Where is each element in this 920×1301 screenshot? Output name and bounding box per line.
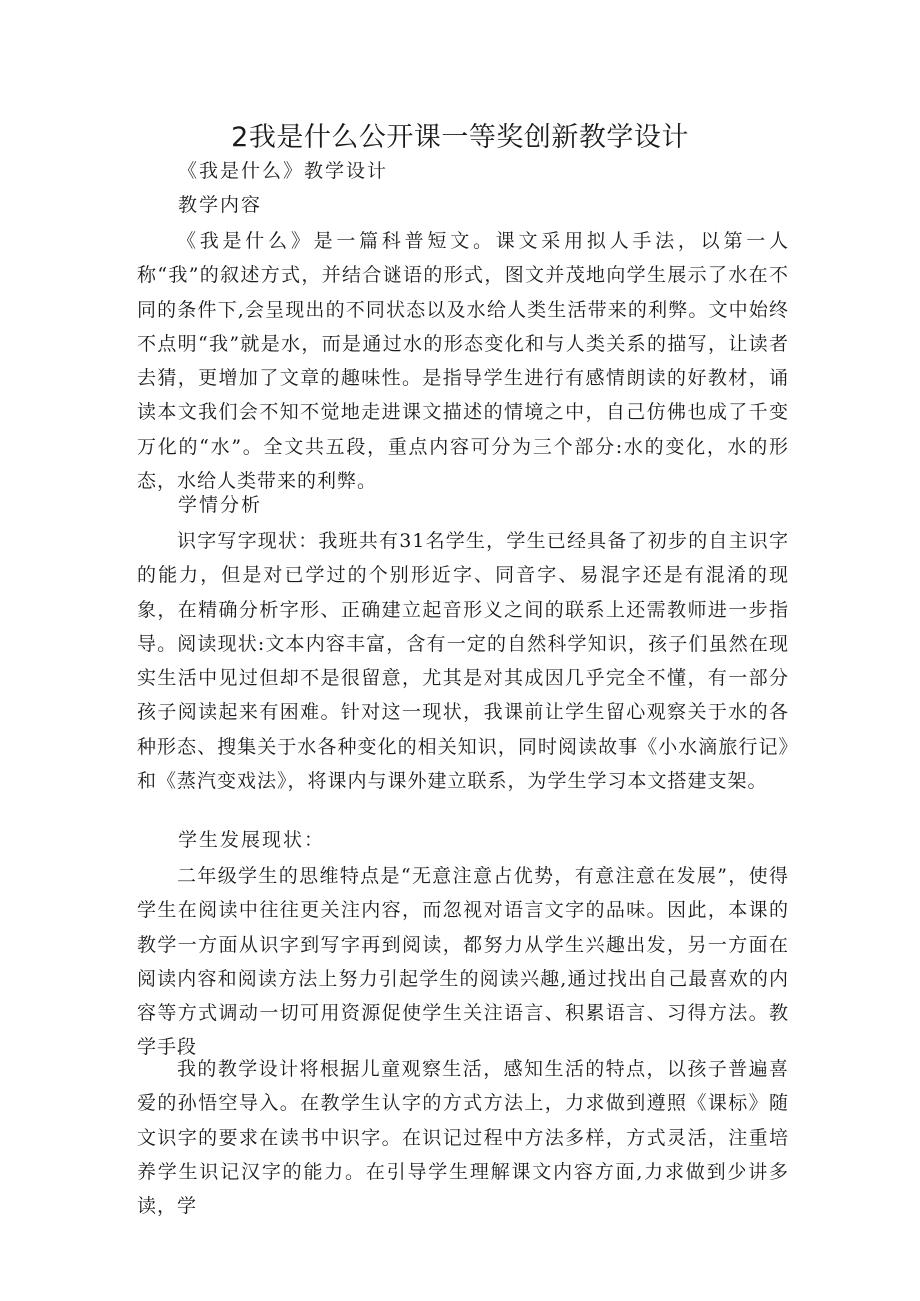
document-title: 2我是什么公开课一等奖创新教学设计 [231, 122, 689, 153]
section-heading-development: 学生发展现状： [178, 829, 326, 851]
paragraph-design: 我的教学设计将根据儿童观察生活，感知生活的特点，以孩子普遍喜爱的孙悟空导入。在教学生认字的方式方法上，力求做到遵照《课标》随文识字的要求在读书中识字。在识记过程中方法多样，方式灵活，注重培养学生识记汉字的能力。在引导学生理解课文内容方面,力求做到少讲多读，学 [137, 1058, 789, 1218]
document-subtitle: 《我是什么》教学设计 [178, 160, 389, 182]
paragraph-content: 《我是什么》是一篇科普短文。课文采用拟人手法，以第一人称“我”的叙述方式，并结合谜语的形式，图文并茂地向学生展示了水在不同的条件下,会呈现出的不同状态以及水给人类生活带来的利弊。文中始终不点明“我”就是水，而是通过水的形态变化和与人类关系的描写，让读者去猜，更增加了文章的趣味性。是指导学生进行有感情朗读的好教材，诵读本文我们会不知不觉地走进课文描述的情境之中，自己仿佛也成了千变万化的“水”。全文共五段，重点内容可分为三个部分:水的变化，水的形态，水给人类带来的利弊。 [137, 230, 789, 493]
paragraph-analysis: 识字写字现状：我班共有31名学生，学生已经具备了初步的自主识字的能力，但是对已学过的个别形近字、同音字、易混字还是有混淆的现象，在精确分析字形、正确建立起音形义之间的联系上还需教师进一步指导。阅读现状:文本内容丰富，含有一定的自然科学知识，孩子们虽然在现实生活中见过但却不是很留意，尤其是对其成因几乎完全不懂，有一部分孩子阅读起来有困难。针对这一现状，我课前让学生留心观察关于水的各种形态、搜集关于水各种变化的相关知识，同时阅读故事《小水滴旅行记》和《蒸汽变戏法》，将课内与课外建立联系，为学生学习本文搭建支架。 [137, 530, 789, 793]
paragraph-development: 二年级学生的思维特点是“无意注意占优势，有意注意在发展”，使得学生在阅读中往往更关注内容，而忽视对语言文字的品味。因此，本课的教学一方面从识字到写字再到阅读，都努力从学生兴趣出发，另一方面在阅读内容和阅读方法上努力引起学生的阅读兴趣,通过找出自己最喜欢的内容等方式调动一切可用资源促使学生关注语言、积累语言、习得方法。教学手段 [137, 865, 789, 1059]
section-heading-content: 教学内容 [178, 194, 263, 216]
section-heading-analysis: 学情分析 [178, 494, 263, 516]
